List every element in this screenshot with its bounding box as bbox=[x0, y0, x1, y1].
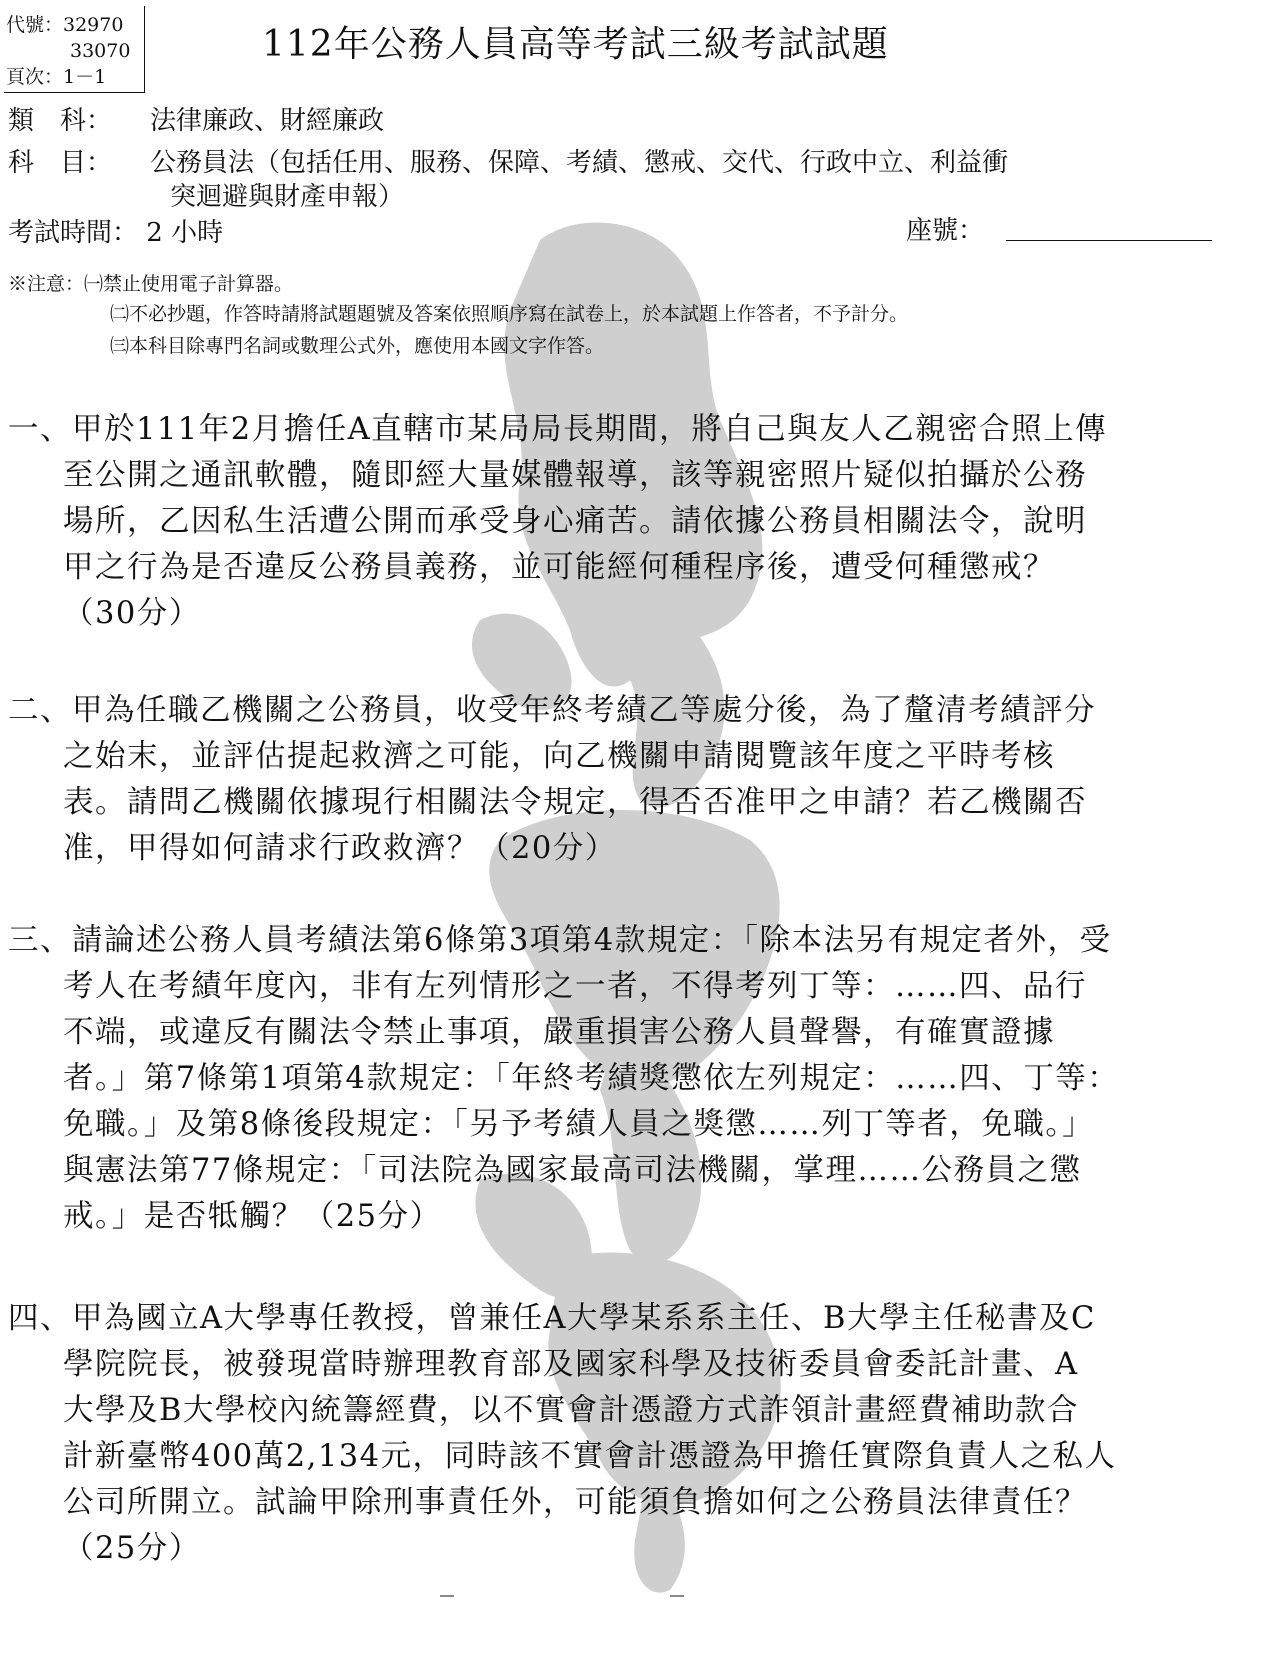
question-line: 學院院長，被發現當時辦理教育部及國家科學及技術委員會委託計畫、A bbox=[63, 1347, 1079, 1382]
question-line: 四、甲為國立A大學專任教授，曾兼任A大學某系系主任、B大學主任秘書及C bbox=[8, 1301, 1096, 1336]
question-2 bbox=[8, 688, 1228, 872]
exam-code: 代號：32970 bbox=[6, 14, 124, 36]
exam-code-box bbox=[4, 6, 145, 93]
question-line: 至公開之通訊軟體，隨即經大量媒體報導，該等親密照片疑似拍攝於公務 bbox=[63, 458, 1087, 493]
footer-mark-right bbox=[670, 1595, 684, 1597]
question-line: 之始末，並評估提起救濟之可能，向乙機關申請閱覽該年度之平時考核 bbox=[63, 739, 1055, 774]
question-line: 考人在考績年度內，非有左列情形之一者，不得考列丁等：……四、品行 bbox=[63, 969, 1087, 1004]
question-line: 不端，或違反有關法令禁止事項，嚴重損害公務人員聲譽，有確實證據 bbox=[63, 1015, 1055, 1050]
question-line: 免職。」及第8條後段規定：「另予考績人員之獎懲……列丁等者，免職。」 bbox=[63, 1107, 1095, 1142]
subject-value-line2: 突迴避與財產申報） bbox=[170, 182, 405, 212]
subject-label: 科 目： bbox=[8, 148, 113, 178]
question-line: 一、甲於111年2月擔任A直轄市某局局長期間，將自己與友人乙親密合照上傳 bbox=[8, 412, 1108, 447]
category-label: 類 科： bbox=[8, 106, 113, 136]
question-4 bbox=[8, 1296, 1228, 1572]
question-line: 表。請問乙機關依據現行相關法令規定，得否否准甲之申請？若乙機關否 bbox=[63, 785, 1087, 820]
notice-line-2: ㈡不必抄題，作答時請將試題題號及答案依照順序寫在試卷上，於本試題上作答者，不予計分。 bbox=[110, 303, 909, 325]
question-line: 公司所開立。試論甲除刑事責任外，可能須負擔如何之公務員法律責任？ bbox=[63, 1485, 1087, 1520]
notice-line-1: ※注意：㈠禁止使用電子計算器。 bbox=[8, 273, 294, 295]
exam-title: 112年公務人員高等考試三級考試試題 bbox=[262, 24, 889, 65]
category-value: 法律廉政、財經廉政 bbox=[150, 106, 385, 136]
question-line: 與憲法第77條規定：「司法院為國家最高司法機關，掌理……公務員之懲 bbox=[63, 1153, 1082, 1188]
question-line: 戒。」是否牴觸？（25分） bbox=[63, 1199, 442, 1234]
subject-row bbox=[8, 146, 1008, 180]
question-1 bbox=[8, 407, 1228, 637]
time-label: 考試時間： bbox=[8, 218, 139, 248]
time-value: 2 小時 bbox=[146, 218, 224, 248]
category-row bbox=[8, 104, 384, 138]
question-score: （30分） bbox=[63, 596, 201, 631]
subject-value-line1: 公務員法（包括任用、服務、保障、考績、懲戒、交代、行政中立、利益衝 bbox=[150, 148, 1009, 178]
question-line: 場所，乙因私生活遭公開而承受身心痛苦。請依據公務員相關法令，說明 bbox=[63, 504, 1087, 539]
question-line: 大學及B大學校內統籌經費，以不實會計憑證方式詐領計畫經費補助款合 bbox=[63, 1393, 1079, 1428]
exam-code-secondary: 33070 bbox=[70, 40, 131, 62]
page-number: 頁次：1－1 bbox=[6, 66, 107, 88]
question-score: （25分） bbox=[63, 1531, 201, 1566]
footer-mark-left bbox=[440, 1595, 454, 1597]
question-line: 者。」第7條第1項第4款規定：「年終考績獎懲依左列規定：……四、丁等： bbox=[63, 1061, 1120, 1096]
question-line: 計新臺幣400萬2,134元，同時該不實會計憑證為甲擔任實際負責人之私人 bbox=[63, 1439, 1117, 1474]
question-line: 二、甲為任職乙機關之公務員，收受年終考績乙等處分後，為了釐清考績評分 bbox=[8, 693, 1096, 728]
seat-number-blank bbox=[1006, 240, 1212, 241]
question-line: 三、請論述公務人員考績法第6條第3項第4款規定：「除本法另有規定者外，受 bbox=[8, 923, 1112, 958]
question-line: 甲之行為是否違反公務員義務，並可能經何種程序後，遭受何種懲戒？ bbox=[63, 550, 1055, 585]
question-3 bbox=[8, 918, 1228, 1240]
notice-line-3: ㈢本科目除專門名詞或數理公式外，應使用本國文字作答。 bbox=[110, 335, 605, 357]
question-line: 准，甲得如何請求行政救濟？（20分） bbox=[63, 831, 617, 866]
time-row bbox=[8, 216, 223, 250]
seat-label: 座號： bbox=[906, 216, 985, 246]
